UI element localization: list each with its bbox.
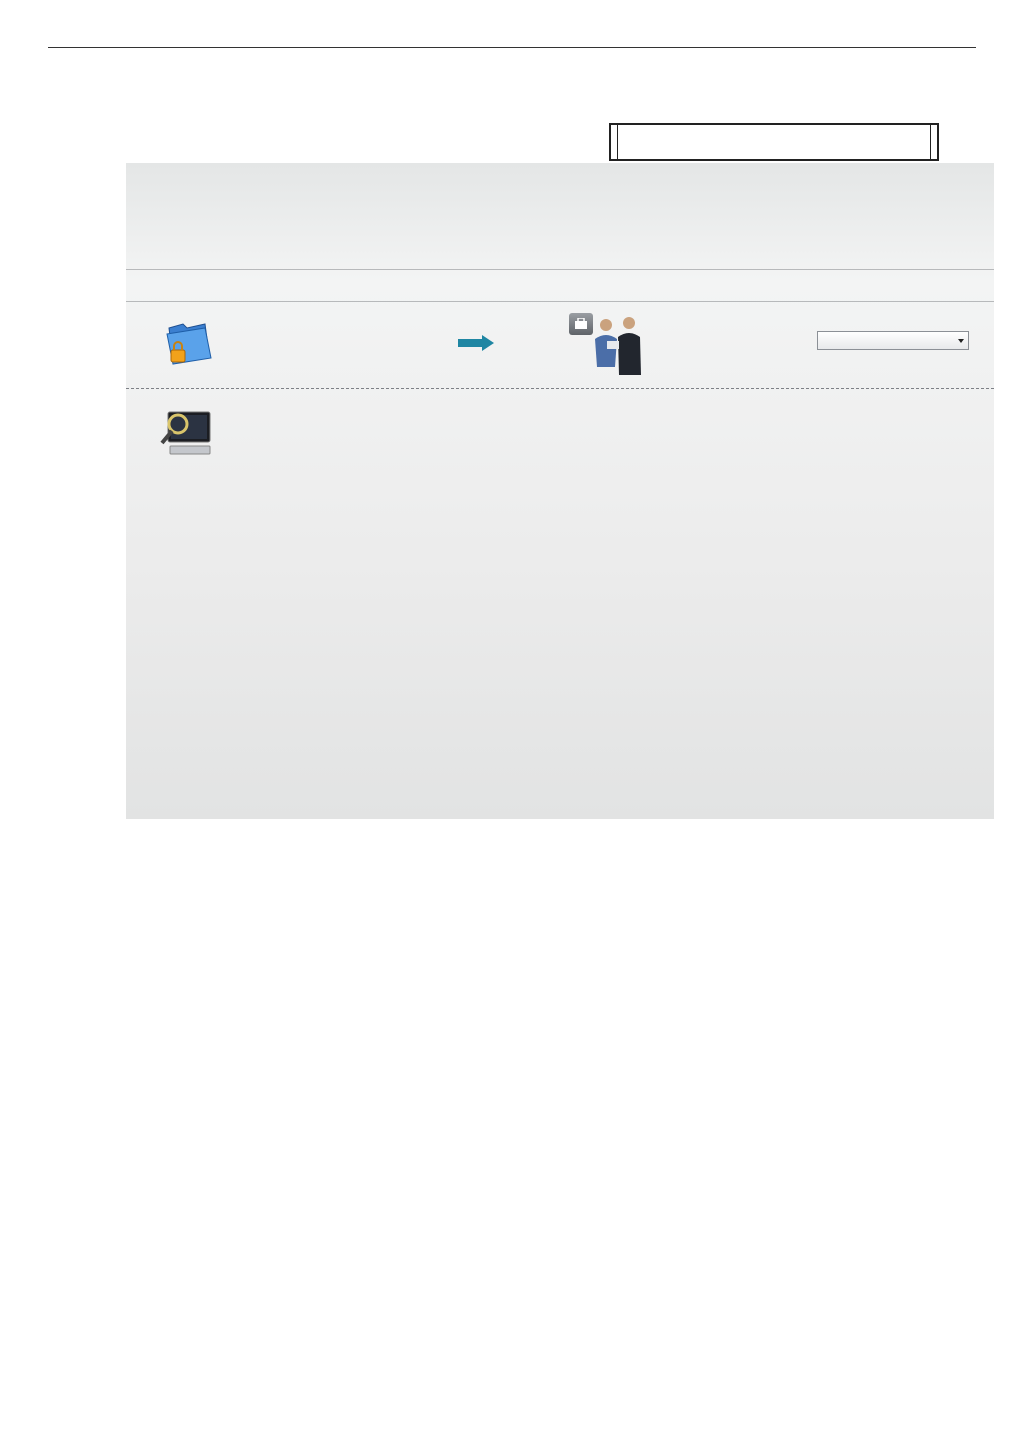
row1-arrow-icon [458,335,494,351]
answer-header-box [609,123,939,161]
attack-row-2 [126,390,994,484]
magnifier-monitor-icon [158,410,214,458]
column-header-divider [126,301,994,302]
attacks-simulation-panel [126,163,994,819]
chevron-down-icon [958,339,964,343]
attack-row-1 [126,303,994,387]
page-top-rule [48,47,976,48]
row-divider-1 [126,388,994,389]
header-divider [126,269,994,270]
row1-attack-dropdown[interactable] [817,331,969,350]
simulation-header [126,163,994,269]
executives-figure-icon [589,313,647,377]
folder-lock-icon [161,318,215,368]
